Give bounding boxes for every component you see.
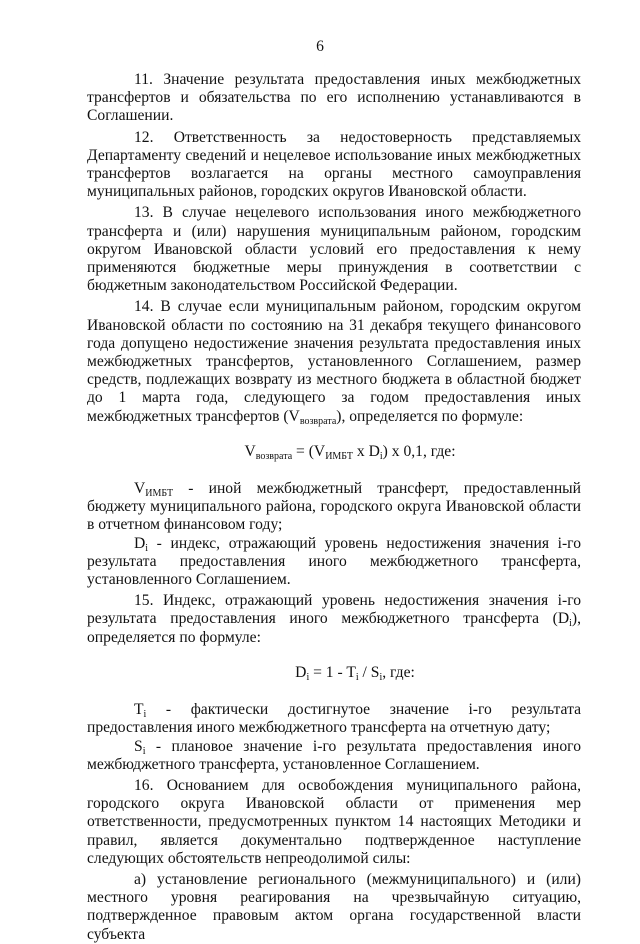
definition-ti: [87, 701, 581, 737]
si-desc: - плановое значение i-го результата предоставления иного межбюджетного трансферта, установленное Соглашением.: [87, 737, 581, 773]
formula2-slash: / S: [358, 663, 380, 681]
formula2-s-sub: i: [379, 671, 383, 683]
document-body: [87, 71, 581, 944]
paragraph-16a: а) установление регионального (межмуниципального) и (или) местного уровня реагирования на чрезвычайную ситуацию, подтвержденное правовым актом органа государственной власти субъекта: [87, 870, 581, 943]
paragraph-15: [87, 592, 581, 647]
paragraph-13: 13. В случае нецелевого использования иного межбюджетного трансферта и (или) нарушения муниципальным районом, городским округом Ивановской области условий его предоставления к нему применяются бюджетные меры принуждения в соответствии с бюджетным законодательством Российской Федерации.: [87, 204, 581, 295]
paragraph-14: [87, 298, 581, 425]
di-desc: - индекс, отражающий уровень недостижения значения i-го результата предоставления иного межбюджетного трансферта, установленного Соглашением.: [87, 534, 581, 589]
definition-vimbt: [87, 480, 581, 535]
paragraph-16: 16. Основанием для освобождения муниципального района, городского округа Ивановской области от применения мер ответственности, предусмотренных пунктом 14 настоящих Методики и правил, является документально подтвержденное наступление следующих обстоятельств непреодолимой силы:: [87, 776, 581, 867]
formula1-imbt-sub: ИМБТ: [325, 450, 354, 462]
formula1-mid: = (V: [292, 442, 326, 460]
formula-index: [87, 664, 581, 682]
paragraph-11: 11. Значение результата предоставления иных межбюджетных трансфертов и обязательства по его исполнению устанавливаются в Соглашении.: [87, 71, 581, 125]
paragraph-15-sub: i: [569, 618, 572, 630]
vimbt-symbol: V: [134, 480, 146, 498]
di-sub: i: [145, 542, 149, 554]
formula1-tail: ) x 0,1, где:: [382, 442, 456, 460]
formula2-d-sub: i: [306, 671, 310, 683]
formula1-v: V: [244, 442, 256, 460]
ti-symbol: T: [134, 701, 144, 719]
paragraph-14-end: ), определяется по формуле:: [336, 407, 524, 425]
paragraph-14-text: 14. В случае если муниципальным районом, городским округом Ивановской области по состоянию на 31 декабря текущего финансового года допущено недостижение значения результата предоставления иных межбюджетных трансфертов, установленного Соглашением, размер средств, подлежащих возврату из местного бюджета в областной бюджет до 1 марта года, следующего за годом предоставления иных межбюджетных трансфертов (V: [87, 298, 581, 425]
vimbt-desc: - иной межбюджетный трансферт, предоставленный бюджету муниципального района, городского округа Ивановской области в отчетном финансовом году;: [87, 480, 581, 534]
definition-di: [87, 535, 581, 590]
formula1-i-sub: i: [379, 450, 383, 462]
formula2-mid: = 1 - T: [309, 663, 356, 681]
paragraph-12: 12. Ответственность за недостоверность представляемых Департаменту сведений и нецелевое использование иных межбюджетных трансфертов возлагается на органы местного самоуправления муниципальных районов, городских округов Ивановской области.: [87, 128, 581, 201]
formula1-v-sub: возврата: [255, 450, 293, 462]
vimbt-sub: ИМБТ: [145, 488, 174, 500]
ti-desc: - фактически достигнутое значение i-го результата предоставления иного межбюджетного трансферта на отчетную дату;: [87, 701, 581, 737]
formula2-t-sub: i: [355, 671, 359, 683]
paragraph-15-end: ), определяется по формуле:: [87, 610, 581, 646]
ti-sub: i: [143, 709, 147, 721]
si-symbol: S: [134, 737, 143, 755]
di-symbol: D: [134, 534, 146, 552]
si-sub: i: [142, 745, 146, 757]
paragraph-15-text: 15. Индекс, отражающий уровень недостижения значения i-го результата предоставления иного межбюджетного трансферта (D: [87, 592, 581, 628]
formula2-d: D: [295, 663, 307, 681]
paragraph-14-sub: возврата: [299, 415, 337, 427]
definition-si: [87, 738, 581, 774]
page-number: 6: [316, 38, 324, 55]
formula2-tail: , где:: [382, 663, 415, 681]
formula1-x: x D: [353, 442, 380, 460]
formula-return-amount: [87, 443, 581, 461]
